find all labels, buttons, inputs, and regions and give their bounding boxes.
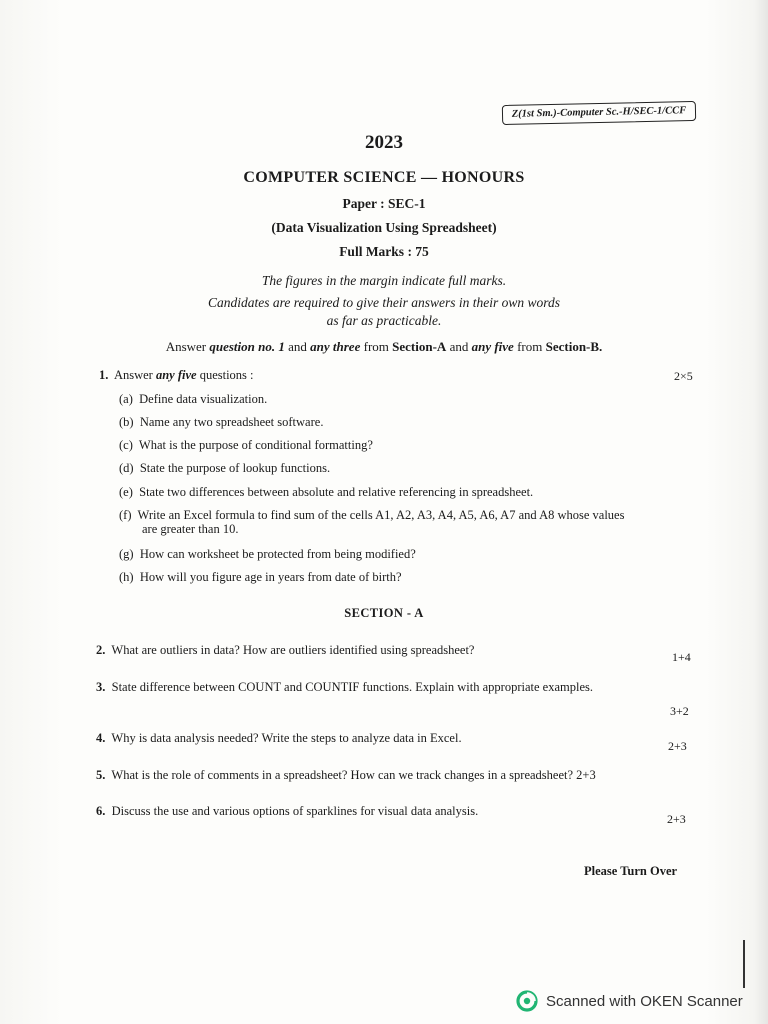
paper-code: Paper : SEC-1 bbox=[342, 196, 426, 211]
section-a-title: SECTION - A bbox=[344, 606, 424, 620]
sub-question-c bbox=[119, 438, 373, 453]
question-text: State difference between COUNT and COUNTIF functions. Explain with appropriate examples. bbox=[111, 680, 593, 694]
sub-question-h bbox=[119, 570, 402, 585]
question-3 bbox=[96, 680, 593, 695]
sub-label: (c) bbox=[119, 438, 133, 452]
sub-label: (d) bbox=[119, 461, 134, 475]
answer-section-a: Section-A bbox=[392, 339, 447, 354]
instruction-line-1: The figures in the margin indicate full marks. bbox=[261, 273, 507, 288]
question-1-suffix: questions : bbox=[199, 368, 254, 382]
paper-subtitle: (Data Visualization Using Spreadsheet) bbox=[271, 220, 497, 235]
question-6-marks: 2+3 bbox=[667, 812, 686, 826]
question-number: 4. bbox=[96, 731, 106, 745]
full-marks: Full Marks : 75 bbox=[339, 244, 429, 259]
question-text: Why is data analysis needed? Write the steps to analyze data in Excel. bbox=[111, 731, 462, 745]
sub-text: What is the purpose of conditional formatting? bbox=[138, 438, 373, 452]
exam-year: 2023 bbox=[365, 132, 403, 153]
question-1-any-five: any five bbox=[155, 368, 197, 382]
sub-question-e bbox=[119, 485, 533, 500]
answer-and-2: and bbox=[449, 339, 469, 354]
sub-question-d bbox=[119, 461, 330, 476]
answer-question-no: question no. 1 bbox=[209, 339, 285, 354]
sub-text: Define data visualization. bbox=[139, 392, 268, 406]
sub-question-g bbox=[119, 547, 416, 562]
sub-text: How can worksheet be protected from being modified? bbox=[139, 547, 416, 561]
question-2-marks: 1+4 bbox=[672, 650, 691, 664]
scanner-watermark bbox=[516, 990, 743, 1012]
question-text: What are outliers in data? How are outliers identified using spreadsheet? bbox=[111, 643, 475, 657]
question-6 bbox=[96, 804, 478, 819]
answer-instruction bbox=[0, 339, 768, 355]
scanner-text: Scanned with OKEN Scanner bbox=[546, 992, 743, 1010]
sub-question-b bbox=[119, 415, 323, 430]
sub-label: (h) bbox=[119, 570, 134, 584]
answer-any-five: any five bbox=[471, 339, 514, 354]
question-number: 2. bbox=[96, 643, 106, 657]
sub-label: (b) bbox=[119, 415, 134, 429]
question-3-marks: 3+2 bbox=[670, 704, 689, 718]
sub-question-f bbox=[119, 508, 624, 523]
sub-question-f-continued: are greater than 10. bbox=[142, 522, 239, 536]
sub-text: How will you figure age in years from date of birth? bbox=[139, 570, 402, 584]
subject-title: COMPUTER SCIENCE — HONOURS bbox=[243, 169, 525, 186]
sub-text: Write an Excel formula to find sum of the cells A1, A2, A3, A4, A5, A6, A7 and A8 whose values bbox=[137, 508, 625, 522]
sub-label: (e) bbox=[119, 485, 133, 499]
sub-label: (a) bbox=[119, 392, 133, 406]
sub-label: (g) bbox=[119, 547, 134, 561]
oken-scanner-logo-icon bbox=[516, 990, 538, 1012]
question-1 bbox=[99, 368, 254, 383]
question-number: 3. bbox=[96, 680, 106, 694]
question-text: What is the role of comments in a spreadsheet? How can we track changes in a spreadsheet? bbox=[111, 768, 574, 782]
question-2 bbox=[96, 643, 474, 658]
answer-and: and bbox=[288, 339, 307, 354]
sub-question-a bbox=[119, 392, 267, 407]
question-text: Discuss the use and various options of sparklines for visual data analysis. bbox=[111, 804, 479, 818]
sub-text: Name any two spreadsheet software. bbox=[139, 415, 324, 429]
sub-text: State the purpose of lookup functions. bbox=[139, 461, 331, 475]
please-turn-over: Please Turn Over bbox=[584, 864, 678, 878]
instruction-line-3: as far as practicable. bbox=[326, 313, 442, 328]
question-number: 6. bbox=[96, 804, 106, 818]
question-4 bbox=[96, 731, 462, 746]
answer-prefix: Answer bbox=[165, 339, 207, 354]
sub-text: State two differences between absolute and relative referencing in spreadsheet. bbox=[139, 485, 534, 499]
paper-code-box: Z(1st Sm.)-Computer Sc.-H/SEC-1/CCF bbox=[502, 101, 696, 125]
instruction-line-2: Candidates are required to give their answers in their own words bbox=[208, 295, 560, 310]
question-5 bbox=[96, 768, 596, 783]
question-1-prefix: Answer bbox=[113, 368, 153, 382]
sub-label: (f) bbox=[119, 508, 132, 522]
question-number: 1. bbox=[99, 368, 109, 382]
answer-section-b: Section-B. bbox=[545, 339, 603, 354]
answer-from-2: from bbox=[517, 339, 543, 354]
answer-from: from bbox=[363, 339, 389, 354]
question-number: 5. bbox=[96, 768, 106, 782]
question-4-marks: 2+3 bbox=[668, 739, 687, 753]
answer-any-three: any three bbox=[310, 339, 361, 354]
question-1-marks: 2×5 bbox=[674, 369, 693, 383]
question-5-marks: 2+3 bbox=[576, 768, 596, 782]
margin-mark bbox=[743, 940, 745, 988]
